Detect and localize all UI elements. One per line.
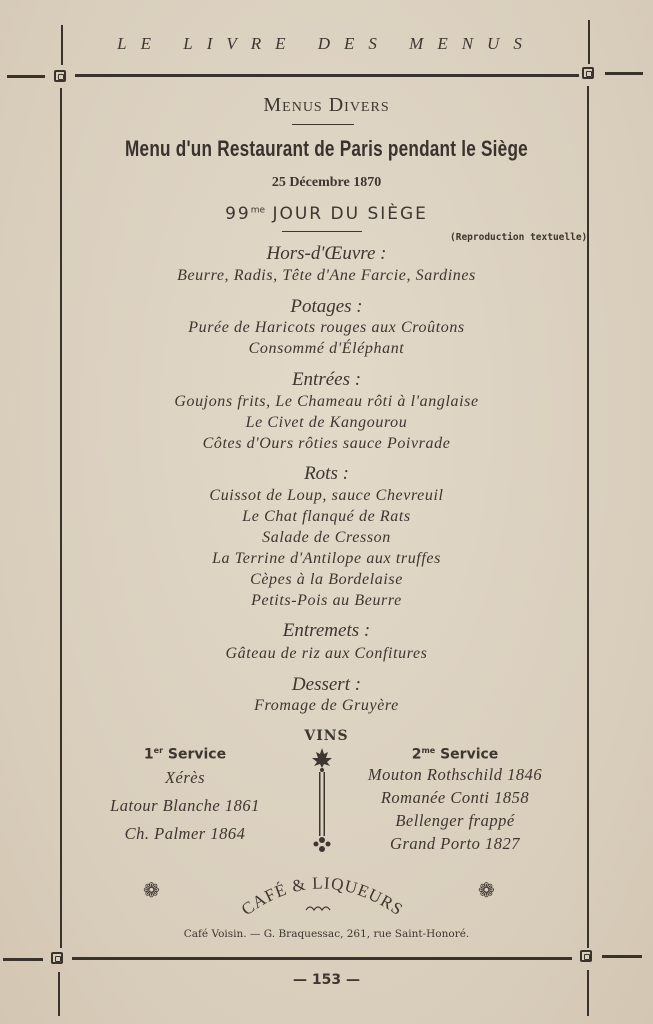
rosette-ornament-icon: ❁ bbox=[478, 878, 495, 902]
running-head: LE LIVRE DES MENUS bbox=[117, 34, 536, 53]
corner-ornament-icon bbox=[54, 70, 66, 82]
wine-first-service bbox=[80, 746, 290, 844]
dish-item: Côtes d'Ours rôties sauce Poivrade bbox=[202, 435, 451, 452]
corner-ornament-icon bbox=[582, 67, 594, 79]
corner-ornament-icon bbox=[51, 952, 63, 964]
dish-item: Consommé d'Éléphant bbox=[248, 340, 405, 357]
svg-text:CAFÉ & LIQUEURS bbox=[238, 873, 407, 919]
siege-day-suffix: me bbox=[250, 205, 266, 216]
wine-item: Ch. Palmer 1864 bbox=[124, 823, 246, 843]
dish-item: Cuissot de Loup, sauce Chevreuil bbox=[209, 487, 444, 504]
wine-divider-ornament-icon bbox=[308, 748, 336, 858]
dish-item: Gâteau de riz aux Confitures bbox=[225, 645, 428, 662]
frame-bottom-left-stub bbox=[3, 958, 43, 961]
corner-ornament-icon bbox=[580, 950, 592, 962]
course-title: Entremets : bbox=[282, 620, 371, 641]
dish-item: Cèpes à la Bordelaise bbox=[250, 571, 403, 588]
frame-top-rule bbox=[75, 74, 579, 77]
frame-top-right-stub bbox=[605, 72, 643, 75]
siege-day-text: JOUR DU SIÈGE bbox=[272, 204, 428, 224]
dish-item: Goujons frits, Le Chameau rôti à l'anglaise bbox=[174, 393, 479, 410]
second-service-label: $2^{me}$ Service bbox=[411, 746, 499, 763]
rosette-ornament-icon: ❁ bbox=[143, 878, 160, 902]
reproduction-note: (Reproduction textuelle) bbox=[450, 232, 588, 243]
day-underline bbox=[282, 231, 362, 232]
dish-item: Salade de Cresson bbox=[262, 529, 391, 546]
frame-bottom-rule bbox=[72, 957, 572, 960]
menu-title: Menu d'un Restaurant de Paris pendant le Siège bbox=[125, 136, 528, 161]
siege-day-number: 99 bbox=[225, 204, 251, 224]
wine-item: Bellenger frappé bbox=[395, 810, 515, 830]
title-underline bbox=[292, 124, 354, 125]
wine-item: Mouton Rothschild 1846 bbox=[367, 764, 543, 784]
menu-date: 25 Décembre 1870 bbox=[271, 175, 382, 190]
course-title: Dessert : bbox=[291, 674, 362, 695]
dish-item: Purée de Haricots rouges aux Croûtons bbox=[188, 319, 465, 336]
siege-day bbox=[0, 204, 653, 224]
first-service-label: 1er Service bbox=[143, 746, 227, 763]
wine-item: Xérès bbox=[164, 767, 206, 787]
course-title: Hors-d'Œuvre : bbox=[266, 243, 387, 264]
dish-item: Fromage de Gruyère bbox=[254, 697, 399, 714]
dish-item: Le Chat flanqué de Rats bbox=[242, 508, 411, 525]
page-number: — 153 — bbox=[293, 972, 360, 988]
dish-item: Beurre, Radis, Tête d'Ane Farcie, Sardines bbox=[177, 267, 476, 284]
wine-item: Latour Blanche 1861 bbox=[110, 795, 260, 815]
dish-item: La Terrine d'Antilope aux truffes bbox=[212, 550, 441, 567]
course-title: Potages : bbox=[290, 296, 363, 317]
frame-bottom-right-stub bbox=[602, 955, 642, 958]
dish-item: Petits-Pois au Beurre bbox=[251, 592, 402, 609]
frame-top-left-stub bbox=[7, 75, 45, 78]
course-title: Rots : bbox=[304, 463, 349, 484]
course-title: Entrées : bbox=[291, 369, 362, 390]
wines-heading: VINS bbox=[304, 728, 349, 744]
wine-item: Grand Porto 1827 bbox=[390, 833, 520, 853]
wine-second-service bbox=[350, 746, 560, 854]
imprint-line: Café Voisin. — G. Braquessac, 261, rue Saint-Honoré. bbox=[183, 928, 470, 940]
cafe-liqueurs-heading bbox=[220, 866, 420, 926]
wine-item: Romanée Conti 1858 bbox=[380, 787, 530, 807]
section-title: Menus Divers bbox=[263, 94, 390, 116]
cafe-liqueurs-text: CAFÉ & LIQUEURS bbox=[237, 873, 407, 920]
dish-item: Le Civet de Kangourou bbox=[245, 414, 408, 431]
